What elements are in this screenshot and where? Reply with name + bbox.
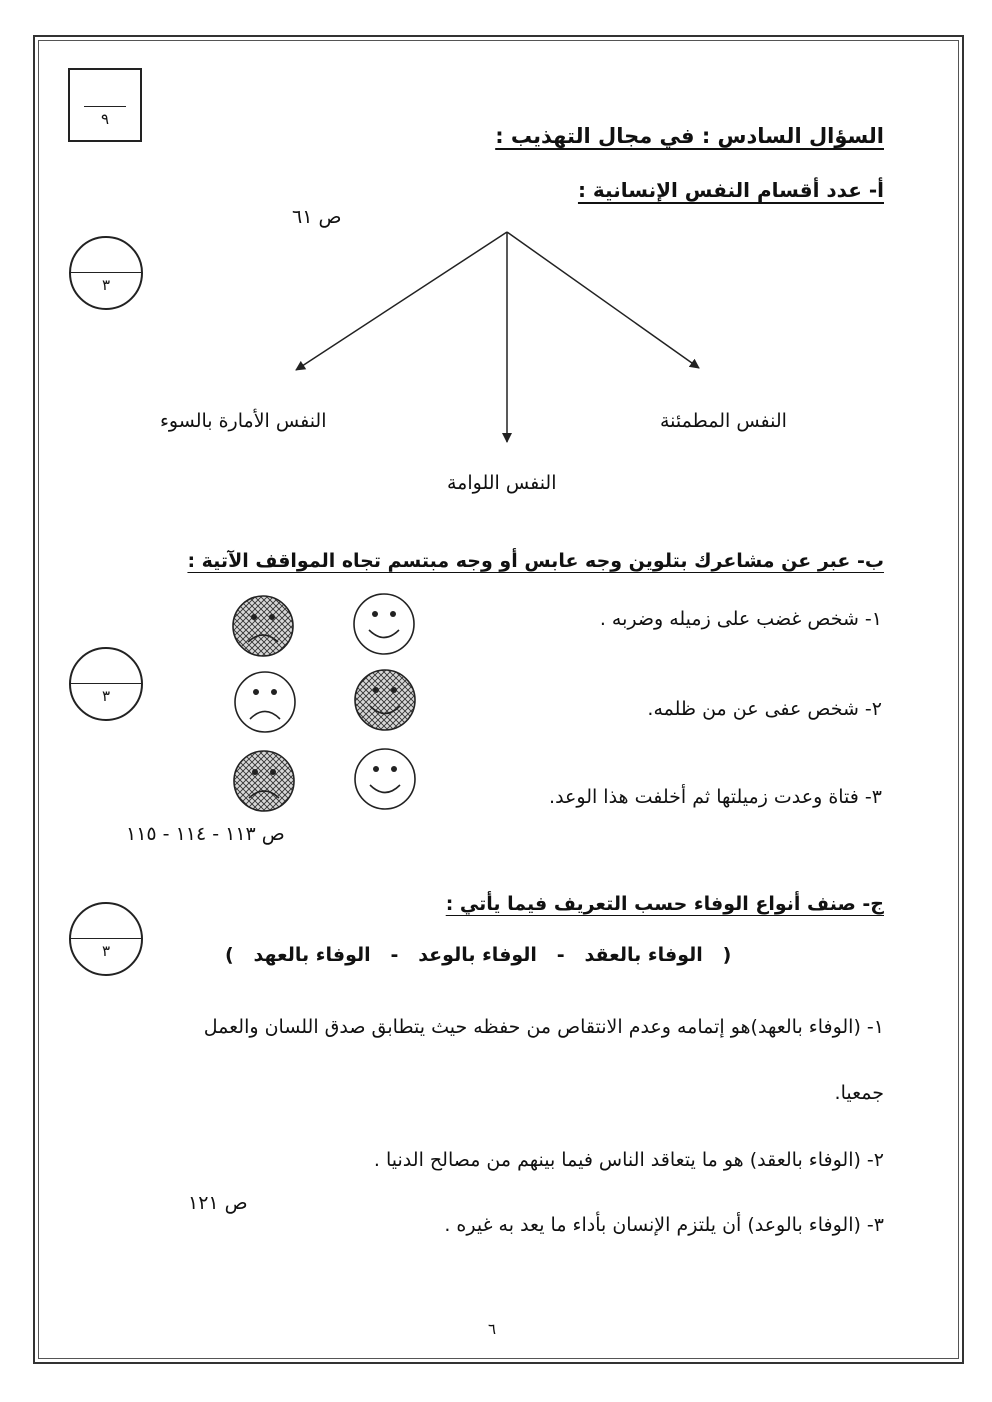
section-b-item-2: ٢- شخص عفى عن من ظلمه. [647,698,882,720]
section-c-score-circle [69,902,143,976]
total-score-value: ٩ [100,110,110,128]
section-b-item-1: ١- شخص غضب على زميله وضربه . [599,608,882,630]
sad-face-icon [235,672,295,732]
section-c-heading: ج- صنف أنواع الوفاء حسب التعريف فيما يأتي : [445,893,884,915]
sad-face-shaded-icon [234,751,294,811]
section-c-score-value: ٣ [101,942,111,960]
happy-face-icon [354,594,414,654]
section-a-page-ref: ص ٦١ [292,206,342,228]
branch-center-label: النفس اللوامة [447,472,557,494]
branch-right-label: النفس المطمئنة [660,410,787,432]
section-c-item-1-line-1: ١- (الوفاء بالعهد)هو إتمامه وعدم الانتقاص من حفظه حيث يتطابق صدق اللسان والعمل [203,1016,884,1038]
branch-left-label: النفس الأمارة بالسوء [160,410,327,432]
section-b-heading: ب- عبر عن مشاعرك بتلوين وجه عابس أو وجه مبتسم تجاه المواقف الآتية : [187,550,884,572]
section-b-item-3: ٣- فتاة وعدت زميلتها ثم أخلفت هذا الوعد. [549,786,882,808]
section-c-item-3: ٣- (الوفاء بالوعد) أن يلتزم الإنسان بأداء ما يعد به غيره . [444,1214,884,1236]
sad-face-shaded-icon [233,596,293,656]
section-a-score-value: ٣ [101,276,111,294]
happy-face-icon [355,749,415,809]
section-a-heading: أ- عدد أقسام النفس الإنسانية : [577,178,884,202]
section-b-page-ref: ص ١١٣ - ١١٤ - ١١٥ [126,823,285,845]
section-c-item-2: ٢- (الوفاء بالعقد) هو ما يتعاقد الناس فيما بينهم من مصالح الدنيا . [373,1149,884,1171]
question-title: السؤال السادس : في مجال التهذيب : [495,124,884,148]
section-b-score-value: ٣ [101,687,111,705]
section-c-options: ( الوفاء بالعقد - الوفاء بالوعد - الوفاء بالعهد ) [225,944,732,966]
happy-face-shaded-icon [355,670,415,730]
page-number: ٦ [488,1320,497,1338]
section-c-item-1-line-2: جمعيا. [834,1082,884,1104]
section-c-page-ref: ص ١٢١ [188,1192,248,1214]
